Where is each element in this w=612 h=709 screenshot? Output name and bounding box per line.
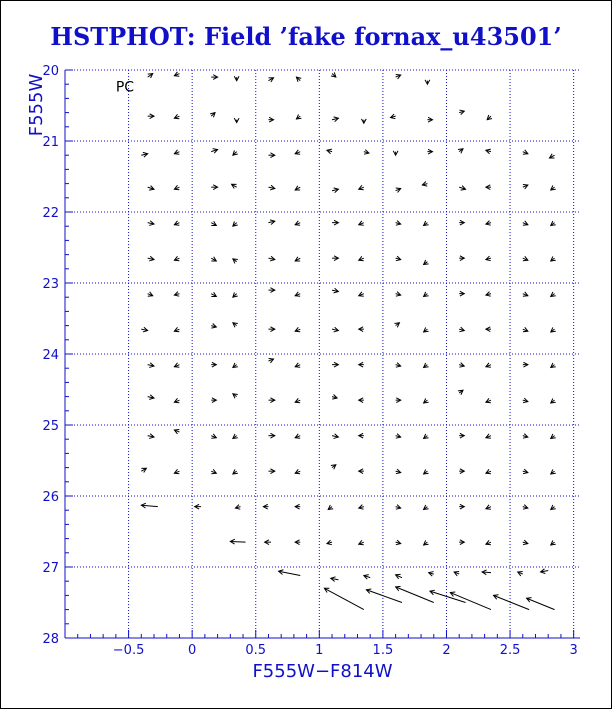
vector-arrow [366,589,402,603]
vector-arrow [523,150,528,154]
vector-arrow [359,185,364,189]
vector-arrow [396,398,401,403]
vector-arrow [359,362,364,367]
vector-arrow [296,114,301,119]
y-tick-label: 25 [42,419,59,434]
x-tick-label: 1.5 [372,643,394,658]
vector-arrow [494,595,530,610]
vector-arrow [141,503,158,508]
vector-arrow [459,363,464,368]
vector-arrow [486,256,491,261]
vector-arrow [211,324,216,329]
vector-arrow [486,505,491,509]
vector-shaft [396,587,434,603]
vector-arrow [268,78,273,82]
y-tick-label: 24 [42,348,59,363]
vector-arrow [359,540,364,544]
vector-arrow [523,505,528,510]
vector-arrow [332,327,338,332]
vector-arrow [211,434,216,438]
vector-arrow [422,182,427,187]
vector-arrow [332,188,338,193]
vector-arrow [233,323,238,328]
vector-arrow [234,118,239,122]
vector-arrow [459,433,464,438]
y-tick-label: 22 [42,206,59,221]
vector-arrow [459,327,464,332]
vector-arrow [148,186,154,191]
y-axis-label: F555W [26,73,47,137]
vector-arrow [364,150,369,155]
vector-arrow [523,292,528,296]
vector-arrow [424,398,429,403]
vector-arrow [296,77,301,82]
vector-arrow [210,113,215,118]
vector-arrow [424,505,429,510]
vector-arrow [148,221,154,226]
vector-arrow [523,434,528,439]
vector-arrow [359,398,364,403]
vector-arrow [174,363,179,367]
vector-arrow [396,540,401,545]
vector-arrow [331,72,336,77]
vector-arrow [332,256,338,261]
vector-arrow [174,72,179,76]
vector-arrow [295,363,300,367]
vector-arrow [332,362,338,367]
vector-arrow [359,327,364,332]
vector-arrow [523,540,528,545]
vector-arrow [359,221,364,225]
y-tick-label: 23 [42,277,59,292]
vector-arrow [332,434,338,439]
vector-arrow [174,185,179,189]
vector-arrow [551,469,556,474]
vector-arrow [551,185,556,190]
vector-arrow [523,398,528,403]
vector-arrow [141,152,147,157]
vector-arrow [148,114,154,119]
vector-arrow [551,398,556,403]
vector-arrow [396,574,402,578]
y-tick-label: 27 [42,561,59,576]
vector-arrow [523,256,528,260]
vector-arrow [424,260,429,265]
vector-arrow [263,504,268,509]
vector-arrow [424,469,429,474]
vector-arrow [459,186,465,191]
vector-arrow [211,75,217,80]
vector-arrow [359,469,364,474]
vector-arrow [394,323,399,328]
vector-arrow [327,149,332,154]
y-tick-label: 20 [42,64,59,79]
vector-arrow [332,395,337,400]
vector-arrow [148,74,153,78]
vector-arrow [295,504,300,509]
vector-arrow [211,257,216,261]
vector-arrow [359,292,364,296]
vector-arrow [459,504,464,509]
vector-arrow [211,292,216,296]
vector-arrow [551,221,556,226]
x-tick-label: 1 [315,643,324,658]
vector-arrow [458,149,463,154]
vector-arrow [396,586,434,602]
vector-arrow [174,429,179,433]
vector-arrow [523,185,528,189]
vector-arrow [211,221,216,225]
vector-arrow [541,569,549,574]
vector-arrow [486,363,491,367]
vector-arrow [268,185,274,190]
vector-arrow [424,540,429,545]
vector-arrow [396,221,401,226]
vector-arrow [268,327,274,332]
y-tick-label: 21 [42,135,59,150]
vector-arrow [332,117,338,122]
vector-arrow [230,539,245,544]
vector-arrow [233,394,238,399]
vector-shaft [527,598,555,609]
vector-arrow [458,390,463,395]
x-tick-label: 2 [442,643,451,658]
x-tick-label: 3 [569,643,578,658]
vector-arrow [195,504,201,509]
vector-arrow [429,572,434,577]
vector-arrow [427,117,432,122]
vector-arrow [523,469,528,474]
vector-arrow [295,434,300,438]
vector-arrow [233,259,238,264]
vector-arrow [279,570,301,576]
vector-arrow [364,575,370,580]
vector-arrow [268,433,274,438]
vector-arrow [141,468,146,472]
vector-arrow [523,362,528,367]
vector-arrow [551,505,556,510]
vector-arrow [396,363,401,368]
vector-arrow [268,398,274,403]
vector-shaft [494,595,530,609]
vector-arrow [148,395,154,400]
vector-arrow [486,149,491,154]
vector-arrow [295,221,300,225]
vector-arrow [174,469,179,473]
vector-shaft [450,593,491,610]
vector-arrow [268,220,274,225]
vector-arrow [424,221,429,226]
vector-arrow [327,540,332,545]
vector-arrow [527,598,555,610]
vector-arrow [331,577,339,582]
vector-arrow [328,505,333,510]
vector-arrow [234,76,239,80]
vector-arrow [148,256,154,261]
vector-arrow [141,327,147,332]
vector-arrow [551,540,556,545]
vector-arrow [459,220,464,225]
vector-arrow [148,292,153,296]
y-tick-label: 28 [42,632,59,647]
x-tick-label: 2.5 [499,643,521,658]
panel-label: PC [115,79,135,96]
vector-arrow [268,358,273,362]
x-tick-label: 0 [188,643,197,658]
vector-arrow [295,257,300,261]
vector-arrow [454,571,459,575]
vector-arrow [551,256,556,261]
vector-arrow [486,469,491,473]
vector-arrow [174,150,179,154]
vector-arrow [174,292,179,297]
vector-arrow [211,149,217,154]
x-axis-label: F555W−F814W [252,661,393,682]
vectors [141,72,555,610]
vector-arrow [361,119,366,123]
vector-arrow [268,153,274,158]
vector-arrow [295,540,300,545]
plot-title: HSTPHOT: Field ’fake fornax_u43501’ [50,22,562,51]
y-tick-label: 26 [42,490,59,505]
vector-arrow [396,256,401,261]
vector-arrow [551,327,556,332]
vector-arrow [424,363,429,368]
vector-arrow [518,571,523,575]
vector-arrow [233,469,238,474]
vector-arrow [396,505,401,510]
vector-arrow [295,150,300,154]
vector-arrow [268,117,273,122]
vector-arrow [486,540,491,544]
vector-arrow [268,469,274,474]
vector-shaft [230,541,245,542]
vector-arrow [551,363,556,368]
vector-arrow [482,570,491,575]
vector-arrow [233,434,238,439]
vector-arrow [396,434,401,439]
vector-arrow [549,154,554,158]
vector-arrow [459,256,464,261]
vector-arrow [396,292,401,297]
vector-arrow [295,327,300,331]
vector-arrow [211,362,216,367]
vector-arrow [551,292,556,297]
vector-arrow [459,291,464,296]
vector-arrow [331,465,336,470]
x-tick-label: −0.5 [112,643,145,658]
vector-arrow [295,292,300,296]
vector-arrow [332,220,338,225]
vector-arrow [174,398,179,402]
vector-arrow [459,469,464,474]
vector-arrow [233,363,238,368]
vector-arrow [295,186,300,190]
vector-arrow [396,74,401,78]
vector-arrow [174,256,179,260]
vector-arrow [211,398,216,403]
vector-arrow [427,149,432,154]
vector-arrow [486,185,491,190]
vector-shaft [366,590,402,603]
vector-arrow [459,110,464,115]
vector-arrow [487,115,492,120]
vector-arrow [523,327,528,331]
vector-arrow [148,363,154,368]
vector-arrow [424,292,429,297]
vector-arrow [324,588,363,609]
vector-arrow [233,150,238,155]
vector-arrow [268,256,274,261]
vector-arrow [211,185,217,190]
vector-arrow [450,592,491,610]
vector-arrow [174,114,179,118]
vector-arrow [424,434,429,439]
vector-arrow [174,327,179,331]
vector-arrow [233,221,238,226]
vector-arrow [265,540,271,545]
vector-arrow [391,114,396,119]
vector-arrow [232,184,237,188]
vector-arrow [359,433,364,438]
x-tick-label: 0.5 [245,643,267,658]
vector-arrow [486,434,491,438]
vector-arrow [396,188,401,192]
vector-arrow [359,256,364,260]
vector-arrow [396,469,401,474]
vector-arrow [295,469,300,473]
vector-arrow [233,292,238,297]
vector-arrow [486,221,491,226]
vector-arrow [486,292,491,297]
vector-arrow [295,398,300,402]
vector-arrow [148,434,154,439]
vector-shaft [324,588,363,609]
vector-arrow [459,540,464,545]
vector-arrow [359,505,364,510]
vector-arrow [393,151,398,155]
vector-arrow [235,505,240,510]
vector-arrow [211,469,216,473]
vector-arrow [523,221,528,225]
vector-arrow [268,288,274,293]
vector-arrow [486,398,491,402]
vector-arrow [332,288,338,293]
vector-arrow [424,327,429,332]
vector-arrow [174,221,179,225]
vector-arrow [486,327,491,332]
vector-arrow [425,80,430,84]
vector-arrow [551,434,556,439]
